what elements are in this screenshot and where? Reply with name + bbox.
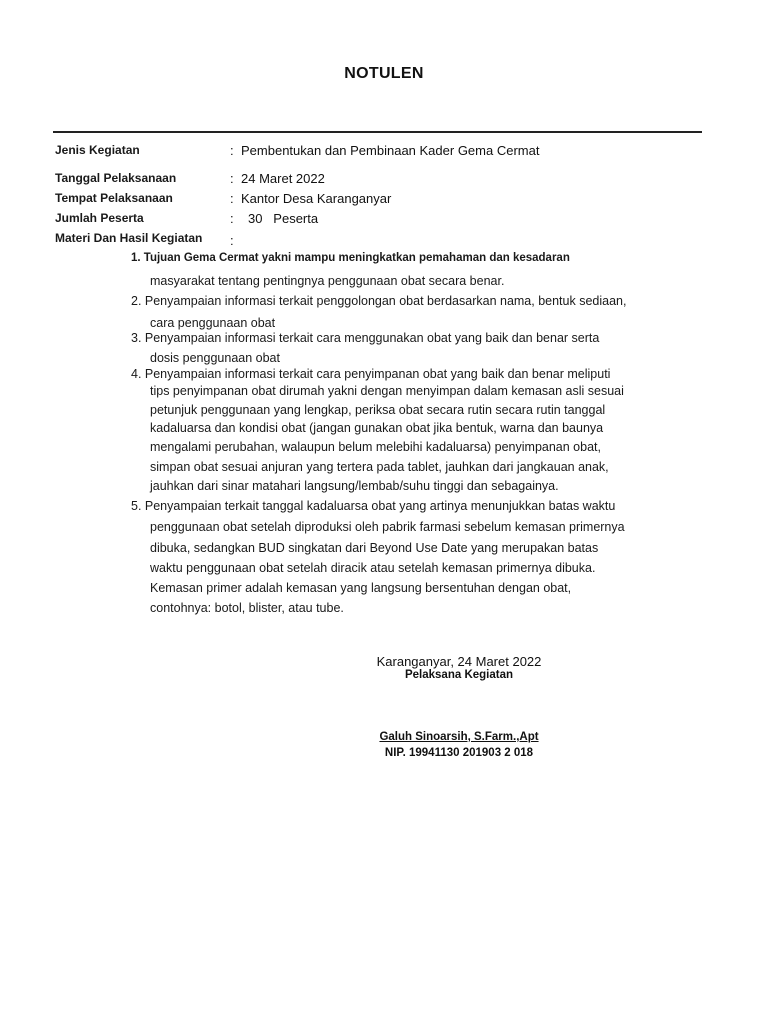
list-item-4-line-1: 4. Penyampaian informasi terkait cara penyimpanan obat yang baik dan benar meliputi: [131, 367, 611, 381]
list-item-3-line-1: 3. Penyampaian informasi terkait cara menggunakan obat yang baik dan benar serta: [131, 331, 600, 345]
field-colon: :: [230, 171, 234, 186]
list-item-4-line-7: jauhkan dari sinar matahari langsung/lembab/suhu tinggi dan sebagainya.: [150, 479, 559, 493]
list-item-5-line-4: waktu penggunaan obat setelah diracik atau setelah kemasan primernya dibuka.: [150, 561, 596, 575]
list-item-4-line-5: mengalami perubahan, walaupun belum melebihi kadaluarsa) penyimpanan obat,: [150, 440, 601, 454]
field-label-jumlah-peserta: Jumlah Peserta: [55, 211, 144, 225]
field-value-tempat-pelaksanaan: Kantor Desa Karanganyar: [241, 191, 392, 206]
list-item-5-line-6: contohnya: botol, blister, atau tube.: [150, 601, 344, 615]
field-label-jenis-kegiatan: Jenis Kegiatan: [55, 143, 140, 157]
signature-role: Pelaksana Kegiatan: [404, 669, 514, 681]
field-value-jenis-kegiatan: Pembentukan dan Pembinaan Kader Gema Cermat: [241, 143, 540, 158]
list-item-2-line-1: 2. Penyampaian informasi terkait penggolongan obat berdasarkan nama, bentuk sediaan,: [131, 294, 627, 308]
list-item-2-line-2: cara penggunaan obat: [150, 316, 276, 330]
list-item-4-line-3: petunjuk penggunaan yang lengkap, periksa obat secara rutin secara rutin tanggal: [150, 403, 606, 417]
field-colon: :: [230, 191, 234, 206]
signature-name-wrap: [0, 731, 768, 743]
field-colon: :: [230, 143, 234, 158]
field-value-tanggal-pelaksanaan: 24 Maret 2022: [241, 171, 325, 186]
list-item-4-line-4: kadaluarsa dan kondisi obat (jangan gunakan obat jika bentuk, warna dan baunya: [150, 421, 604, 435]
list-item-5-line-2: penggunaan obat setelah diproduksi oleh pabrik farmasi sebelum kemasan primernya: [150, 520, 625, 534]
list-item-5-line-5: Kemasan primer adalah kemasan yang langsung bersentuhan dengan obat,: [150, 581, 572, 595]
list-item-4-line-6: simpan obat sesuai anjuran yang tertera pada tablet, jauhkan dari jangkauan anak,: [150, 460, 609, 474]
signature-nip: NIP. 19941130 201903 2 018: [384, 747, 534, 759]
field-label-materi-hasil: Materi Dan Hasil Kegiatan: [55, 231, 203, 245]
field-label-tanggal-pelaksanaan: Tanggal Pelaksanaan: [55, 171, 177, 185]
signature-place-date: Karanganyar, 24 Maret 2022: [376, 654, 542, 669]
document-title: NOTULEN: [344, 65, 424, 82]
list-item-1-line-1: 1. Tujuan Gema Cermat yakni mampu meningkatkan pemahaman dan kesadaran: [131, 252, 570, 264]
signature-name: Galuh Sinoarsih, S.Farm.,Apt: [379, 731, 539, 743]
field-value-jumlah-peserta: 30 Peserta: [248, 211, 319, 226]
field-colon: :: [230, 233, 234, 248]
field-label-tempat-pelaksanaan: Tempat Pelaksanaan: [55, 191, 173, 205]
list-item-1-line-2: masyarakat tentang pentingnya penggunaan obat secara benar.: [150, 274, 505, 288]
header-divider: [53, 131, 702, 133]
field-colon: :: [230, 211, 234, 226]
list-item-3-line-2: dosis penggunaan obat: [150, 351, 280, 365]
list-item-5-line-3: dibuka, sedangkan BUD singkatan dari Beyond Use Date yang merupakan batas: [150, 541, 599, 555]
list-item-5-line-1: 5. Penyampaian terkait tanggal kadaluarsa obat yang artinya menunjukkan batas waktu: [131, 499, 616, 513]
list-item-4-line-2: tips penyimpanan obat dirumah yakni dengan menyimpan dalam kemasan asli sesuai: [150, 384, 624, 398]
